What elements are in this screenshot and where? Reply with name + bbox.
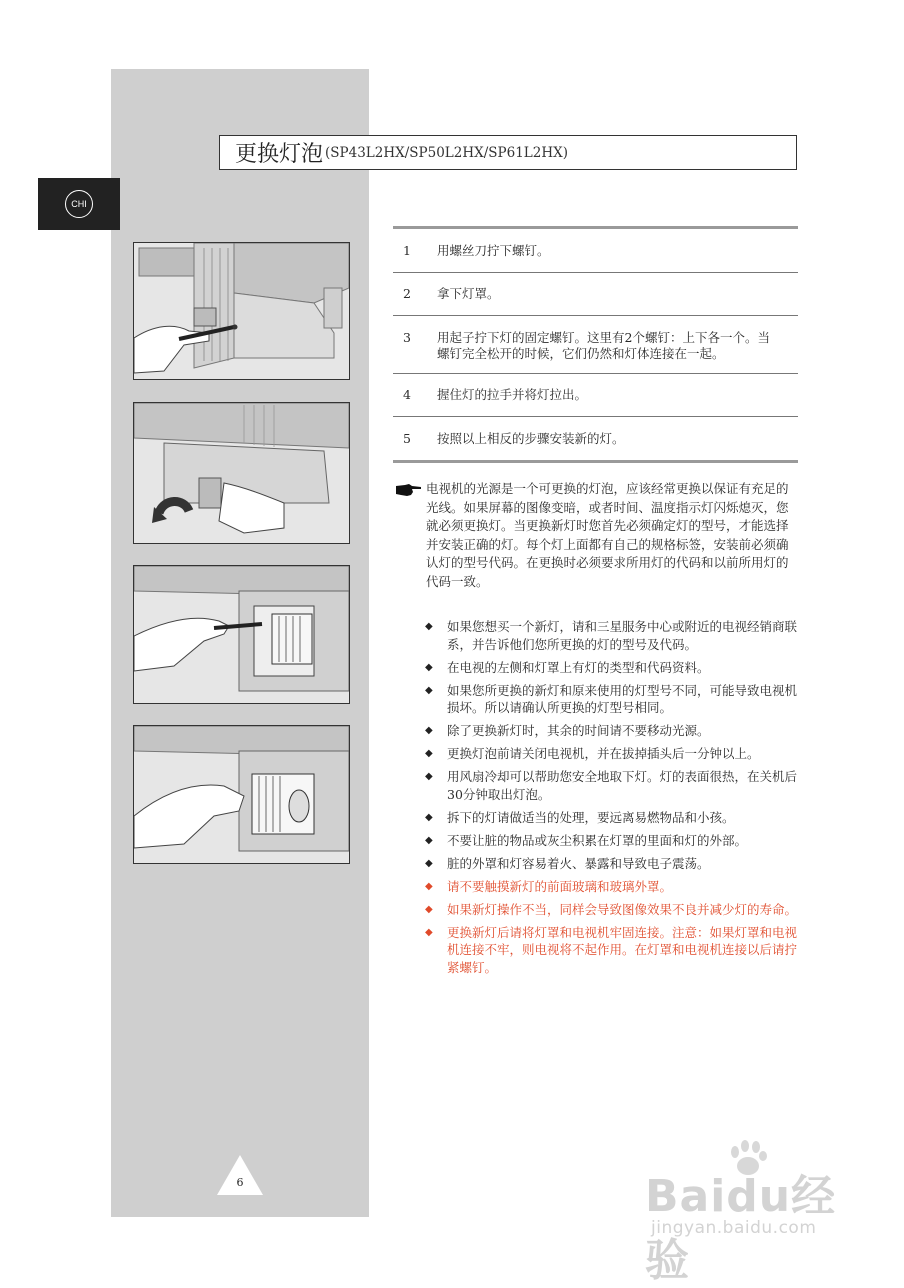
list-item: ◆ 除了更换新灯时，其余的时间请不要移动光源。 bbox=[425, 723, 710, 738]
watermark-url: jingyan.baidu.com bbox=[651, 1218, 817, 1238]
warning-list-item: ◆ 请不要触摸新灯的前面玻璃和玻璃外罩。 bbox=[425, 878, 673, 894]
section-title bbox=[219, 135, 797, 170]
language-tab bbox=[38, 178, 120, 230]
pointing-hand-icon bbox=[396, 480, 426, 591]
note-block bbox=[396, 480, 800, 591]
list-item: ◆ 拆下的灯请做适当的处理，要远离易燃物品和小孩。 bbox=[425, 809, 735, 825]
step-text: 用起子拧下灯的固定螺钉。这里有2个螺钉：上下各一个。当螺钉完全松开的时候，它们仍然和灯体连接在一起。 bbox=[437, 330, 770, 361]
diamond-bullet-icon: ◆ bbox=[425, 725, 433, 736]
step-number: 5 bbox=[403, 430, 411, 446]
tv-back-screwdriver-illustration bbox=[134, 243, 349, 379]
step-row-2 bbox=[393, 273, 798, 316]
step-row-5 bbox=[393, 417, 798, 463]
step-row-4 bbox=[393, 374, 798, 417]
diamond-bullet-icon: ◆ bbox=[425, 857, 433, 869]
diamond-bullet-icon: ◆ bbox=[425, 903, 433, 915]
step-number: 1 bbox=[403, 242, 411, 258]
warning-list-item: ◆ 更换新灯后请将灯罩和电视机牢固连接。注意：如果灯罩和电视机连接不牢，则电视将不起作用。在灯罩和电视机连接以后请拧紧螺钉。 bbox=[425, 924, 798, 975]
diamond-bullet-icon: ◆ bbox=[425, 748, 433, 759]
diamond-bullet-icon: ◆ bbox=[425, 834, 433, 846]
diamond-bullet-icon: ◆ bbox=[425, 771, 433, 782]
list-item: ◆ 不要让脏的物品或灰尘积累在灯罩的里面和灯的外部。 bbox=[425, 832, 748, 848]
list-item: ◆ 脏的外罩和灯容易着火、暴露和导致电子震荡。 bbox=[425, 855, 710, 871]
lamp-screw-illustration bbox=[134, 566, 349, 703]
diamond-bullet-icon: ◆ bbox=[425, 684, 433, 696]
page-number-triangle bbox=[217, 1155, 263, 1195]
watermark bbox=[645, 1140, 865, 1286]
illustration-step-1 bbox=[133, 242, 350, 380]
step-text: 拿下灯罩。 bbox=[437, 286, 500, 301]
illustration-step-3 bbox=[133, 565, 350, 704]
step-row-3 bbox=[393, 316, 798, 374]
page-number: 6 bbox=[236, 1176, 244, 1189]
list-item: ◆ 更换灯泡前请关闭电视机，并在拔掉插头后一分钟以上。 bbox=[425, 746, 760, 761]
illustration-step-4 bbox=[133, 725, 350, 864]
step-number: 4 bbox=[403, 387, 411, 402]
step-text: 按照以上相反的步骤安装新的灯。 bbox=[437, 430, 625, 446]
list-item: ◆ 如果您想买一个新灯，请和三星服务中心或附近的电视经销商联系，并告诉他们您所更换的灯的型号及代码。 bbox=[425, 619, 798, 652]
list-item: ◆ 如果您所更换的新灯和原来使用的灯型号不同，可能导致电视机损坏。所以请确认所更换的灯型号相同。 bbox=[425, 682, 798, 715]
illustration-step-2 bbox=[133, 402, 350, 544]
step-number: 2 bbox=[403, 286, 411, 301]
title-models: (SP43L2HX/SP50L2HX/SP61L2HX) bbox=[325, 144, 568, 161]
precautions-list bbox=[425, 618, 803, 982]
step-text: 握住灯的拉手并将灯拉出。 bbox=[437, 387, 588, 402]
diamond-bullet-icon: ◆ bbox=[425, 811, 433, 823]
step-text: 用螺丝刀拧下螺钉。 bbox=[437, 242, 550, 258]
step-number: 3 bbox=[403, 330, 411, 345]
diamond-bullet-icon: ◆ bbox=[425, 880, 433, 892]
steps-table bbox=[393, 226, 798, 463]
lamp-pull-illustration bbox=[134, 726, 349, 863]
step-row-1 bbox=[393, 229, 798, 273]
warning-list-item: ◆ 如果新灯操作不当，同样会导致图像效果不良并减少灯的寿命。 bbox=[425, 901, 798, 917]
list-item: ◆ 在电视的左侧和灯罩上有灯的类型和代码资料。 bbox=[425, 659, 710, 675]
tv-cover-removal-illustration bbox=[134, 403, 349, 543]
diamond-bullet-icon: ◆ bbox=[425, 926, 433, 938]
list-item: ◆ 用风扇冷却可以帮助您安全地取下灯。灯的表面很热，在关机后30分钟取出灯泡。 bbox=[425, 769, 798, 802]
title-main: 更换灯泡 bbox=[235, 142, 324, 167]
diamond-bullet-icon: ◆ bbox=[425, 661, 433, 673]
watermark-brand: Baidu经验 bbox=[645, 1171, 837, 1286]
note-text: 电视机的光源是一个可更换的灯泡，应该经常更换以保证有充足的光线。如果屏幕的图像变暗，或者时间、温度指示灯闪烁熄灭，您就必须更换灯。当更换新灯时您首先必须确定灯的型号，才能选择并安装正确的灯。每个灯上面都有自己的规格标签，安装前必须确认灯的型号代码。在更换时必须要求所用灯的代码和以前所用灯的代码一致。 bbox=[426, 481, 789, 589]
diamond-bullet-icon: ◆ bbox=[425, 621, 433, 632]
language-badge: CHI bbox=[65, 190, 93, 218]
